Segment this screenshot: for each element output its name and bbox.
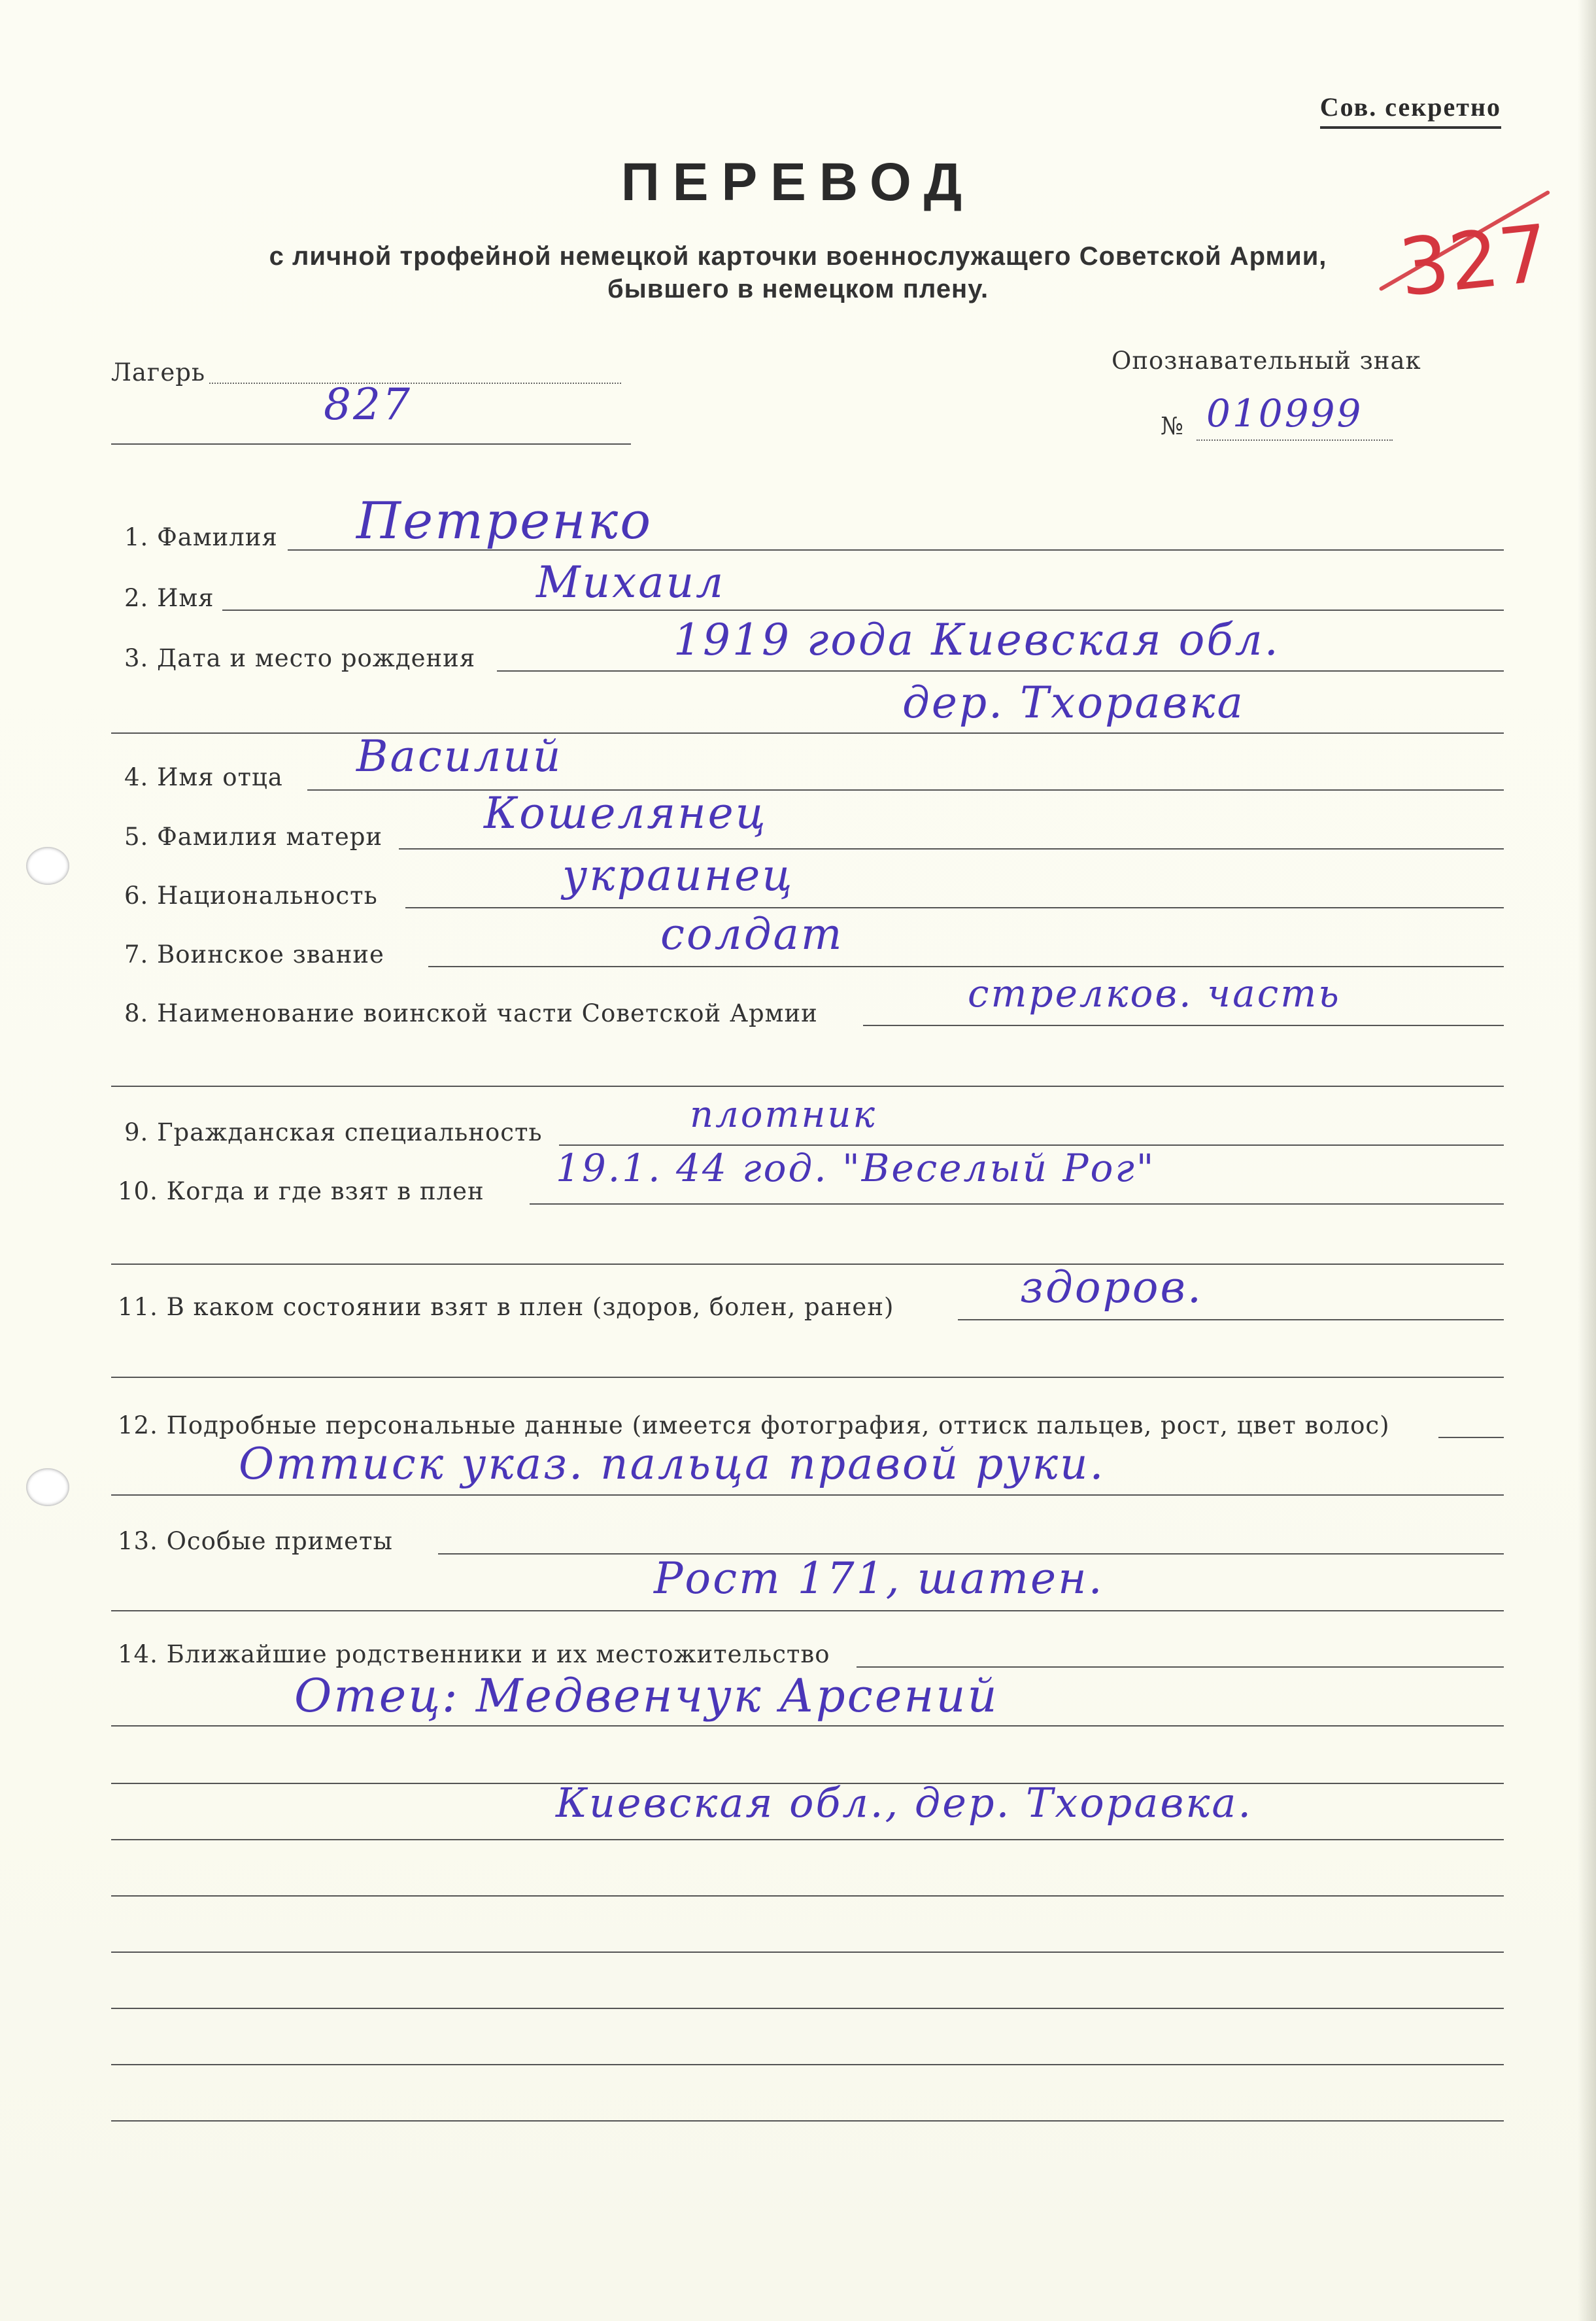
field-personal-data-line-2 bbox=[111, 1494, 1504, 1496]
field-father-name-value: Василий bbox=[356, 731, 563, 782]
field-civil-specialty-label: 9. Гражданская специальность bbox=[124, 1118, 543, 1146]
field-special-marks-value: Рост 171, шатен. bbox=[654, 1553, 1104, 1604]
field-relatives-line bbox=[857, 1666, 1504, 1668]
page-edge-shadow bbox=[1578, 0, 1596, 2321]
field-relatives-line-8 bbox=[111, 2064, 1504, 2065]
document-title: ПЕРЕВОД bbox=[620, 152, 976, 212]
field-personal-data-label: 12. Подробные персональные данные (имеется фотография, оттиск пальцев, рост, цвет волос) bbox=[118, 1411, 1390, 1439]
id-tag-line bbox=[1197, 439, 1393, 441]
field-condition-value: здоров. bbox=[1020, 1262, 1203, 1313]
field-unit-value: стрелков. часть bbox=[968, 971, 1341, 1016]
camp-line bbox=[209, 383, 621, 384]
punch-hole-top bbox=[26, 847, 69, 885]
id-tag-value: 010999 bbox=[1206, 391, 1363, 436]
field-birth-label: 3. Дата и место рождения bbox=[124, 644, 476, 672]
document-subtitle-line1: с личной трофейной немецкой карточки военнослужащего Советской Армии, bbox=[269, 242, 1327, 271]
field-relatives-line-4 bbox=[111, 1839, 1504, 1840]
field-relatives-line-9 bbox=[111, 2120, 1504, 2122]
field-condition-line bbox=[958, 1319, 1504, 1320]
field-unit-label: 8. Наименование воинской части Советской Армии bbox=[124, 999, 818, 1027]
field-nationality-value: украинец bbox=[562, 850, 794, 901]
field-special-marks-label: 13. Особые приметы bbox=[118, 1527, 393, 1555]
field-captured-value: 19.1. 44 год. "Веселый Рог" bbox=[556, 1146, 1156, 1190]
field-relatives-label: 14. Ближайшие родственники и их местожительство bbox=[118, 1640, 830, 1668]
field-personal-data-value: Оттиск указ. пальца правой руки. bbox=[239, 1439, 1106, 1489]
field-condition-label: 11. В каком состоянии взят в плен (здоров, болен, ранен) bbox=[118, 1293, 894, 1321]
field-birth-line bbox=[497, 670, 1504, 672]
id-tag-label: Опознавательный знак bbox=[1112, 347, 1421, 375]
field-mother-surname-line bbox=[399, 848, 1504, 850]
field-father-name-label: 4. Имя отца bbox=[124, 763, 283, 791]
field-personal-data-line bbox=[1438, 1437, 1504, 1438]
field-relatives-line-2 bbox=[111, 1725, 1504, 1727]
camp-label: Лагерь bbox=[111, 358, 206, 387]
field-birth-value: 1919 года Киевская обл. bbox=[673, 615, 1280, 665]
field-rank-value: солдат bbox=[660, 909, 844, 959]
field-captured-label: 10. Когда и где взят в плен bbox=[118, 1177, 484, 1205]
id-tag-no-label: № bbox=[1161, 412, 1185, 440]
field-relatives-value: Отец: Медвенчук Арсений bbox=[294, 1669, 999, 1723]
field-relatives-line-6 bbox=[111, 1951, 1504, 1953]
field-nationality-line bbox=[405, 907, 1504, 908]
field-captured-line bbox=[530, 1203, 1504, 1205]
field-rank-label: 7. Воинское звание bbox=[124, 940, 384, 969]
field-relatives-line-7 bbox=[111, 2008, 1504, 2009]
field-relatives-line-5 bbox=[111, 1895, 1504, 1897]
field-civil-specialty-value: плотник bbox=[690, 1093, 877, 1136]
field-birth-value-2: дер. Тхоравка bbox=[902, 678, 1245, 728]
field-surname-value: Петренко bbox=[356, 492, 653, 551]
camp-line-2 bbox=[111, 443, 631, 445]
field-captured-line-2 bbox=[111, 1264, 1504, 1265]
field-relatives-value-2: Киевская обл., дер. Тхоравка. bbox=[556, 1779, 1253, 1827]
field-mother-surname-label: 5. Фамилия матери bbox=[124, 823, 383, 851]
field-unit-line bbox=[863, 1025, 1504, 1026]
field-name-line bbox=[222, 610, 1504, 611]
field-birth-line-2 bbox=[111, 732, 1504, 734]
field-name-value: Михаил bbox=[536, 557, 726, 608]
classification-stamp: Сов. секретно bbox=[1320, 92, 1501, 129]
red-handwritten-number: 327 bbox=[1395, 208, 1554, 315]
camp-value: 827 bbox=[324, 379, 412, 430]
document-subtitle-line2: бывшего в немецком плену. bbox=[607, 275, 989, 303]
field-name-label: 2. Имя bbox=[124, 584, 214, 612]
field-nationality-label: 6. Национальность bbox=[124, 882, 378, 910]
field-condition-line-2 bbox=[111, 1377, 1504, 1378]
field-surname-label: 1. Фамилия bbox=[124, 523, 278, 551]
field-special-marks-line-2 bbox=[111, 1610, 1504, 1611]
field-unit-line-2 bbox=[111, 1086, 1504, 1087]
punch-hole-bottom bbox=[26, 1468, 69, 1506]
field-mother-surname-value: Кошелянец bbox=[484, 788, 768, 838]
field-rank-line bbox=[428, 966, 1504, 967]
